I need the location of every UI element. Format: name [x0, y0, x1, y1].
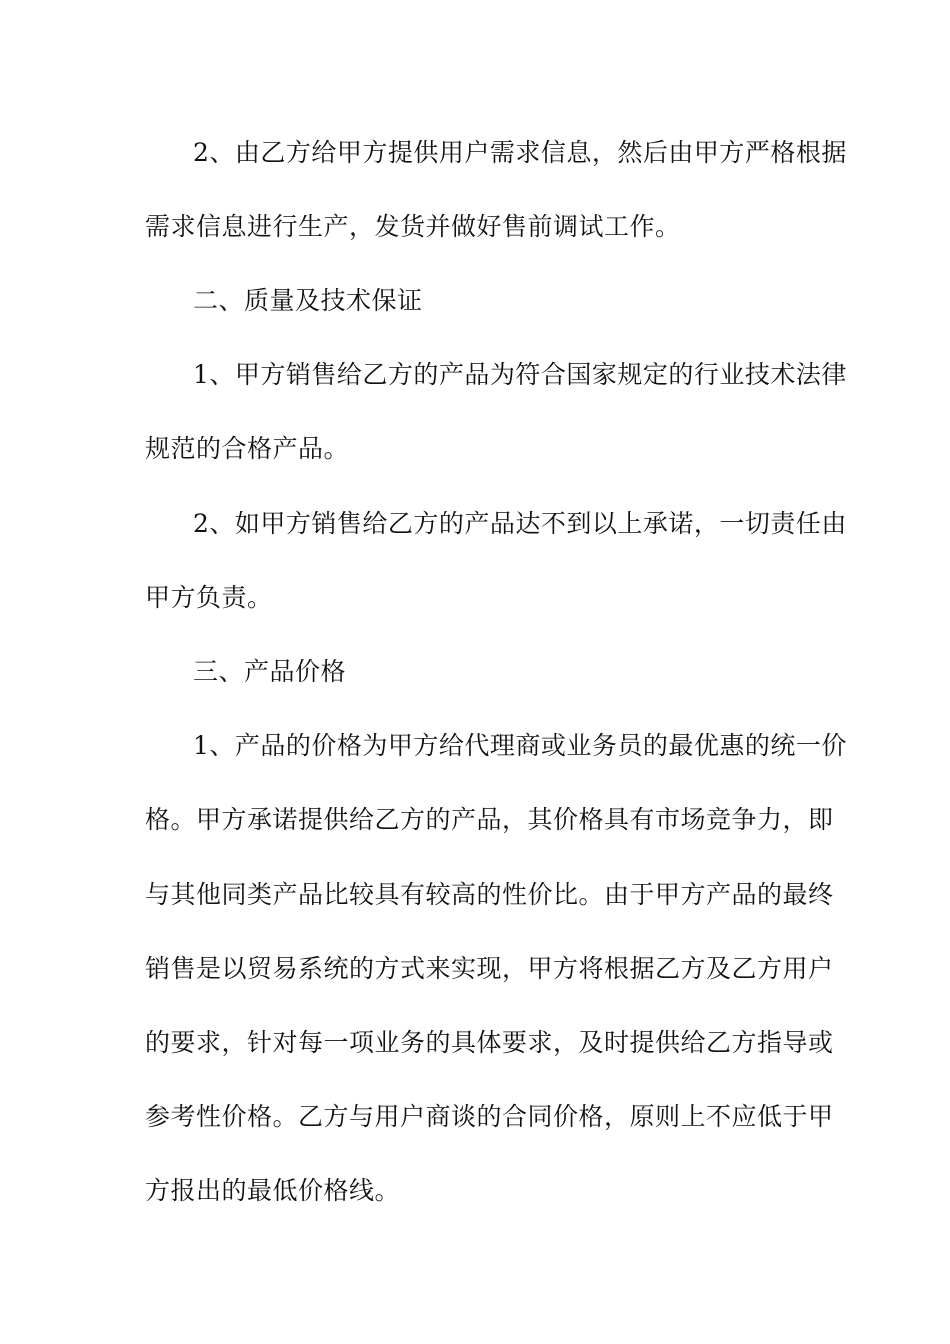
- paragraph-line: 销售是以贸易系统的方式来实现，甲方将根据乙方及乙方用户: [145, 954, 834, 983]
- paragraph-line: 规范的合格产品。: [145, 434, 350, 463]
- paragraph-line: 1、产品的价格为甲方给代理商或业务员的最优惠的统一价: [193, 731, 847, 760]
- paragraph-line: 参考性价格。乙方与用户商谈的合同价格，原则上不应低于甲: [145, 1102, 834, 1131]
- paragraph-line: 格。甲方承诺提供给乙方的产品，其价格具有市场竞争力，即: [145, 805, 834, 834]
- section-heading: 三、产品价格: [193, 657, 347, 686]
- paragraph-line: 1、甲方销售给乙方的产品为符合国家规定的行业技术法律: [193, 360, 847, 389]
- paragraph-line: 的要求，针对每一项业务的具体要求，及时提供给乙方指导或: [145, 1028, 834, 1057]
- paragraph-line: 2、如甲方销售给乙方的产品达不到以上承诺，一切责任由: [193, 509, 847, 538]
- paragraph-line: 2、由乙方给甲方提供用户需求信息，然后由甲方严格根据: [193, 138, 847, 167]
- paragraph-line: 方报出的最低价格线。: [145, 1176, 401, 1205]
- section-heading: 二、质量及技术保证: [193, 286, 423, 315]
- paragraph-line: 与其他同类产品比较具有较高的性价比。由于甲方产品的最终: [145, 880, 834, 909]
- paragraph-line: 需求信息进行生产，发货并做好售前调试工作。: [145, 212, 681, 241]
- paragraph-line: 甲方负责。: [145, 583, 273, 612]
